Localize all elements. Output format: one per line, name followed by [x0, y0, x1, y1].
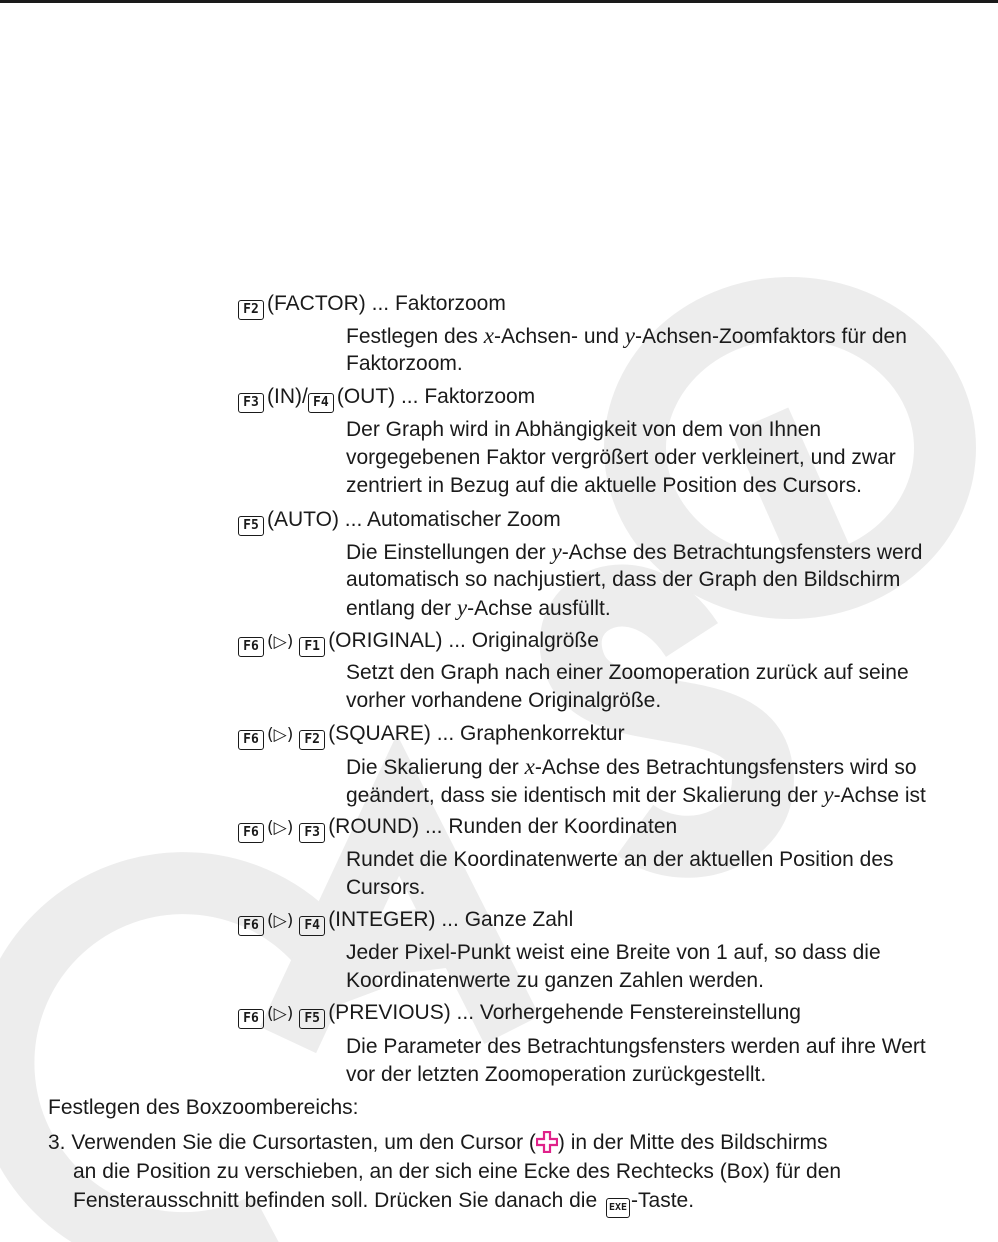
- variable-y: y: [456, 595, 468, 620]
- key-f2: F2: [299, 730, 325, 750]
- desc-text: entlang der: [346, 597, 457, 620]
- next-page-indicator: (▷): [267, 818, 294, 838]
- key-f6: F6: [238, 1009, 264, 1029]
- key-f6: F6: [238, 730, 264, 750]
- menu-entry-previous: [238, 999, 801, 1029]
- key-f4: F4: [299, 916, 325, 936]
- key-f2: F2: [238, 300, 264, 320]
- entry-description: [346, 594, 611, 623]
- entry-description-line: Setzt den Graph nach einer Zoomoperation zurück auf seine: [346, 661, 909, 684]
- entry-label: (ORIGINAL) ... Originalgröße: [328, 629, 599, 652]
- key-f6: F6: [238, 637, 264, 657]
- entry-description-line: zentriert in Bezug auf die aktuelle Position des Cursors.: [346, 474, 862, 497]
- key-f5: F5: [299, 1009, 325, 1029]
- section-heading: Festlegen des Boxzoombereichs:: [48, 1096, 359, 1119]
- menu-entry-factor: [238, 290, 506, 320]
- step-text: Fensterausschnitt befinden soll. Drücken Sie danach die: [73, 1189, 603, 1212]
- step-text: 3. Verwenden Sie die Cursortasten, um den Cursor (: [48, 1131, 536, 1154]
- key-f6: F6: [238, 823, 264, 843]
- menu-entry-round: [238, 813, 677, 843]
- key-exe: EXE: [606, 1198, 630, 1218]
- step-text: ) in der Mitte des Bildschirms: [557, 1131, 828, 1154]
- key-f3: F3: [238, 393, 264, 413]
- next-page-indicator: (▷): [267, 1004, 294, 1024]
- cursor-icon: [536, 1131, 558, 1153]
- menu-entry-square: [238, 720, 625, 750]
- desc-text: Festlegen des: [346, 325, 484, 348]
- step-3-line-2: an die Position zu verschieben, an der sich eine Ecke des Rechtecks (Box) für den: [73, 1160, 842, 1183]
- key-f4: F4: [308, 393, 334, 413]
- desc-text: -Achse ausfüllt.: [467, 597, 611, 620]
- desc-text: Die Skalierung der: [346, 756, 525, 779]
- desc-text: -Achse des Betrachtungsfensters wird so: [534, 756, 917, 779]
- entry-description: [346, 322, 907, 351]
- key-f3: F3: [299, 823, 325, 843]
- entry-description-line: Faktorzoom.: [346, 352, 463, 375]
- menu-entry-integer: [238, 906, 573, 936]
- step-text: -Taste.: [631, 1189, 695, 1212]
- step-3-line-3: [73, 1187, 694, 1218]
- entry-description-line: Der Graph wird in Abhängigkeit von dem von Ihnen: [346, 418, 822, 441]
- variable-y: y: [624, 323, 635, 348]
- step-3-line-1: [48, 1129, 828, 1157]
- entry-description: [346, 781, 926, 810]
- top-rule: [0, 0, 998, 3]
- menu-entry-original: [238, 627, 599, 657]
- desc-text: -Achsen-Zoomfaktors für den: [634, 325, 907, 348]
- next-page-indicator: (▷): [267, 911, 294, 931]
- entry-description-line: vor der letzten Zoomoperation zurückgestellt.: [346, 1063, 767, 1086]
- entry-label: (SQUARE) ... Graphenkorrektur: [328, 722, 625, 745]
- menu-entry-in-out: [238, 383, 535, 413]
- entry-description-line: Die Parameter des Betrachtungsfensters werden auf ihre Wert: [346, 1035, 926, 1058]
- variable-y: y: [551, 539, 562, 564]
- desc-text: -Achsen- und: [493, 325, 625, 348]
- entry-description-line: vorher vorhandene Originalgröße.: [346, 689, 662, 712]
- entry-description-line: Cursors.: [346, 876, 426, 899]
- next-page-indicator: (▷): [267, 632, 294, 652]
- entry-label: (PREVIOUS) ... Vorhergehende Fenstereinstellung: [328, 1001, 801, 1024]
- key-f1: F1: [299, 637, 325, 657]
- key-f6: F6: [238, 916, 264, 936]
- entry-label: (AUTO) ... Automatischer Zoom: [267, 508, 561, 531]
- entry-description-line: vorgegebenen Faktor vergrößert oder verkleinert, und zwar: [346, 446, 896, 469]
- desc-text: -Achse ist: [833, 784, 926, 807]
- menu-entry-auto: [238, 506, 561, 536]
- entry-description: [346, 753, 917, 782]
- entry-label: (INTEGER) ... Ganze Zahl: [328, 908, 574, 931]
- desc-text: Die Einstellungen der: [346, 541, 552, 564]
- entry-description: [346, 538, 922, 567]
- entry-label-in: (IN)/: [267, 385, 308, 408]
- entry-description-line: automatisch so nachjustiert, dass der Graph den Bildschirm: [346, 568, 901, 591]
- next-page-indicator: (▷): [267, 725, 294, 745]
- entry-description-line: Rundet die Koordinatenwerte an der aktuellen Position des: [346, 848, 894, 871]
- entry-description-line: Jeder Pixel-Punkt weist eine Breite von 1 auf, so dass die: [346, 941, 881, 964]
- key-f5: F5: [238, 516, 264, 536]
- entry-label: (FACTOR) ... Faktorzoom: [267, 292, 506, 315]
- desc-text: -Achse des Betrachtungsfensters werd: [561, 541, 923, 564]
- variable-x: x: [483, 323, 494, 348]
- desc-text: geändert, dass sie identisch mit der Skalierung der: [346, 784, 824, 807]
- entry-description-line: Koordinatenwerte zu ganzen Zahlen werden.: [346, 969, 764, 992]
- variable-x: x: [524, 754, 535, 779]
- entry-label: (ROUND) ... Runden der Koordinaten: [328, 815, 678, 838]
- entry-label: (OUT) ... Faktorzoom: [336, 385, 536, 408]
- variable-y: y: [823, 782, 834, 807]
